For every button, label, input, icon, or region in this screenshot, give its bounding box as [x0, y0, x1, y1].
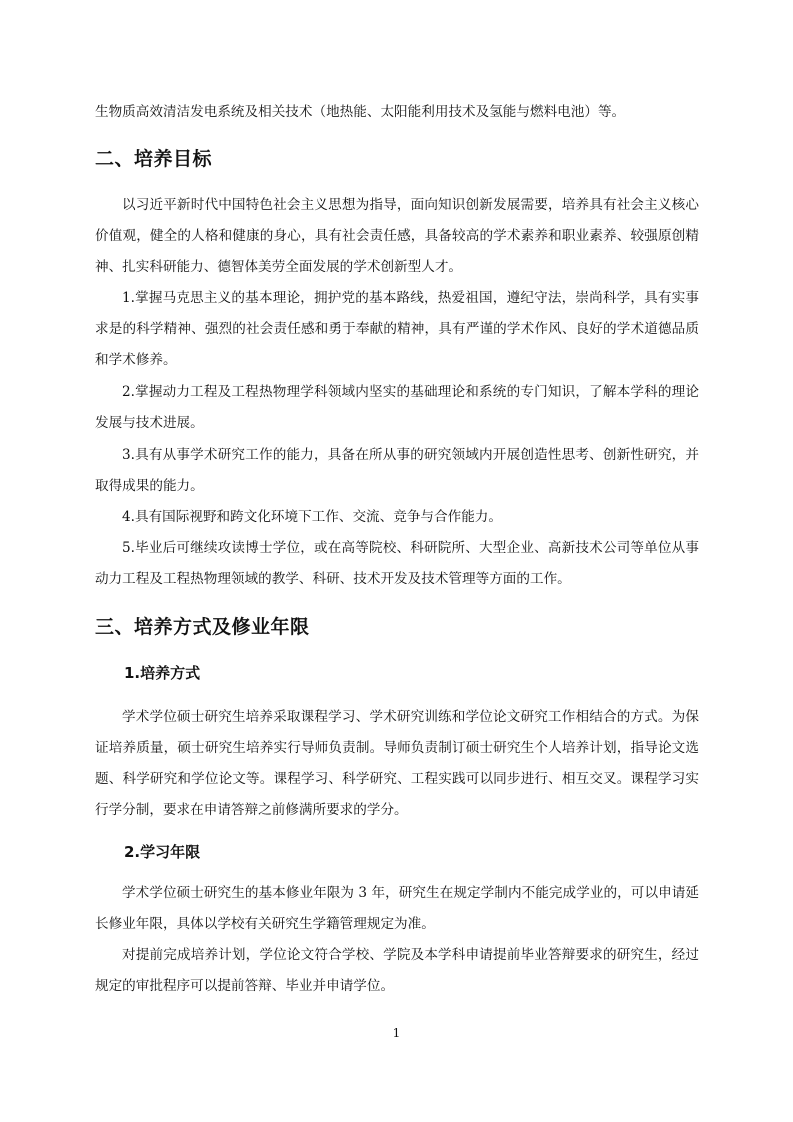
page-number: 1: [392, 1026, 401, 1040]
study-period-paragraph-1: 学术学位硕士研究生的基本修业年限为 3 年，研究生在规定学制内不能完成学业的，可以申请延长修业年限，具体以学校有关研究生学籍管理规定为准。: [95, 885, 699, 932]
goal-item-2: 2.掌握动力工程及工程热物理学科领域内坚实的基础理论和系统的专门知识，了解本学科的理论发展与技术进展。: [95, 384, 699, 431]
goal-item-4: 4.具有国际视野和跨文化环境下工作、交流、竞争与合作能力。: [122, 509, 502, 525]
section-2-heading: 二、培养目标: [95, 148, 213, 170]
section-2-intro-paragraph: 以习近平新时代中国特色社会主义思想为指导，面向知识创新发展需要，培养具有社会主义核心价值观，健全的人格和健康的身心，具有社会责任感，具备较高的学术素养和职业素养、较强原创精神、扎实科研能力、德智体美劳全面发展的学术创新型人才。: [95, 197, 699, 275]
intro-tail-paragraph: 生物质高效清洁发电系统及相关技术（地热能、太阳能利用技术及氢能与燃料电池）等。: [95, 104, 626, 120]
study-period-paragraph-2: 对提前完成培养计划，学位论文符合学校、学院及本学科申请提前毕业答辩要求的研究生，经过规定的审批程序可以提前答辩、毕业并申请学位。: [95, 947, 699, 994]
section-3-heading: 三、培养方式及修业年限: [95, 616, 310, 638]
goal-item-3: 3.具有从事学术研究工作的能力，具备在所从事的研究领域内开展创造性思考、创新性研究，并取得成果的能力。: [95, 447, 699, 494]
training-mode-paragraph: 学术学位硕士研究生培养采取课程学习、学术研究训练和学位论文研究工作相结合的方式。为保证培养质量，硕士研究生培养实行导师负责制。导师负责制订硕士研究生个人培养计划，指导论文选题、科学研究和学位论文等。课程学习、科学研究、工程实践可以同步进行、相互交叉。课程学习实行学分制，要求在申请答辩之前修满所要求的学分。: [95, 709, 699, 818]
subsection-study-period-heading: 2.学习年限: [124, 843, 201, 861]
goal-item-5: 5.毕业后可继续攻读博士学位，或在高等院校、科研院所、大型企业、高新技术公司等单位从事动力工程及工程热物理领域的教学、科研、技术开发及技术管理等方面的工作。: [95, 540, 699, 587]
goal-item-1: 1.掌握马克思主义的基本理论，拥护党的基本路线，热爱祖国，遵纪守法，崇尚科学，具有实事求是的科学精神、强烈的社会责任感和勇于奉献的精神，具有严谨的学术作风、良好的学术道德品质和学术修养。: [95, 290, 699, 368]
subsection-training-mode-heading: 1.培养方式: [124, 664, 201, 682]
